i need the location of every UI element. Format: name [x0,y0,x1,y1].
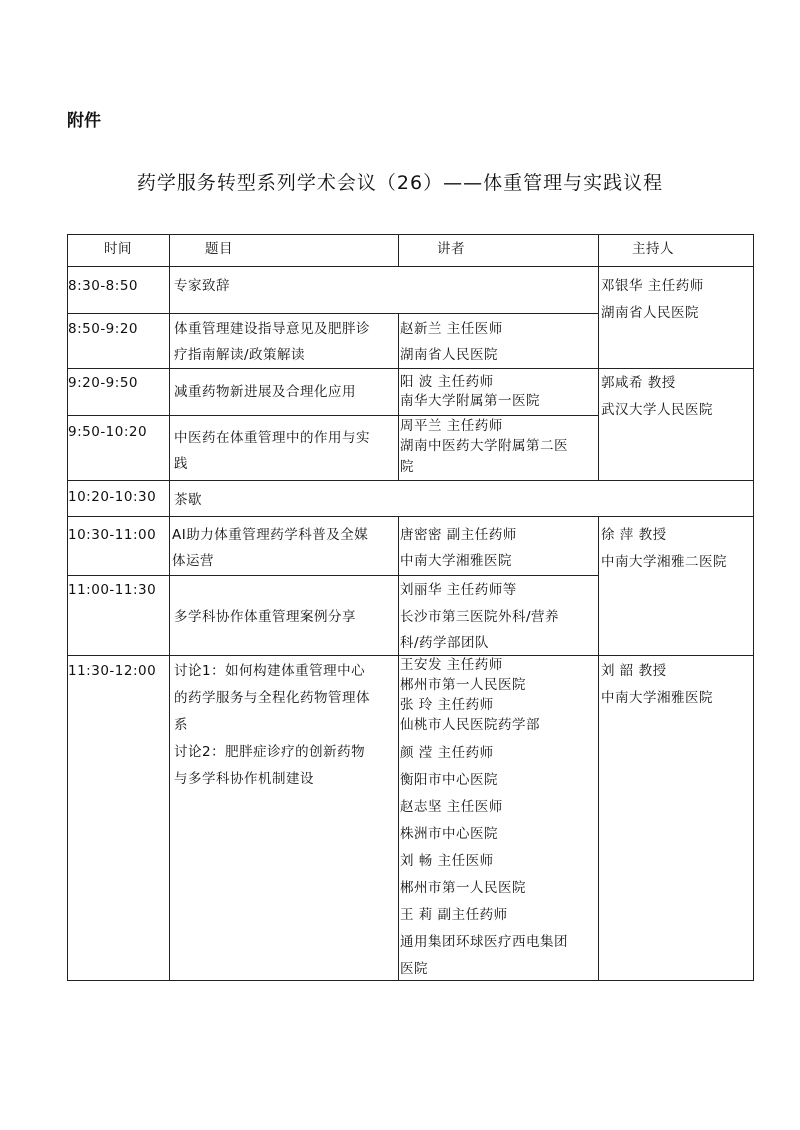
header-speaker: 讲者 [437,241,465,257]
row-speaker: 长沙市第三医院外科/营养 [400,609,560,625]
row-time: 9:20-9:50 [68,375,139,391]
header-time: 时间 [104,241,132,257]
row-topic: 系 [174,717,188,733]
host-affiliation: 中南大学湘雅医院 [601,690,713,706]
table-border-left [67,234,68,981]
host-name: 邓银华 主任药师 [601,278,704,294]
row-speaker: 科/药学部团队 [400,635,490,651]
row-speaker: 仙桃市人民医院药学部 [400,717,540,733]
row-speaker: 刘丽华 主任药师等 [400,582,517,598]
row-speaker: 颜 滢 主任药师 [400,745,494,761]
row-topic: 与多学科协作机制建设 [174,771,314,787]
row-speaker: 株洲市中心医院 [400,826,498,842]
row-topic: 专家致辞 [174,278,230,294]
row-topic: 疗指南解读/政策解读 [174,347,306,363]
col-line [398,234,399,266]
row-speaker: 中南大学湘雅医院 [400,553,512,569]
row-speaker: 郴州市第一人民医院 [400,880,526,896]
row-time: 10:20-10:30 [68,489,157,505]
row-speaker: 南华大学附属第一医院 [400,393,540,409]
host-affiliation: 武汉大学人民医院 [601,402,713,418]
row-topic: 的药学服务与全程化药物管理体 [174,690,370,706]
row-speaker: 阳 波 主任药师 [400,374,494,390]
row-line [67,313,598,314]
row-speaker: 赵新兰 主任医师 [400,321,503,337]
row-time: 8:30-8:50 [68,278,139,294]
header-topic: 题目 [205,241,233,257]
row-speaker: 周平兰 主任药师 [400,418,503,434]
host-name: 刘 韶 教授 [601,663,667,679]
col-line [598,234,599,480]
attachment-label: 附件 [67,111,101,131]
row-topic: 多学科协作体重管理案例分享 [174,609,356,625]
row-topic: 体运营 [172,553,214,569]
row-speaker: 王安发 主任药师 [400,657,503,673]
row-speaker: 刘 畅 主任医师 [400,853,494,869]
row-topic: 中医药在体重管理中的作用与实 [174,430,370,446]
row-speaker: 郴州市第一人民医院 [400,677,526,693]
row-speaker: 张 玲 主任药师 [400,697,494,713]
row-topic: AI助力体重管理药学科普及全媒 [172,527,369,543]
host-name: 徐 萍 教授 [601,527,667,543]
row-speaker: 湖南省人民医院 [400,347,498,363]
row-speaker: 院 [400,459,414,475]
host-name: 郭咸希 教授 [601,375,676,391]
row-speaker: 唐密密 副主任药师 [400,527,517,543]
row-topic: 践 [174,456,188,472]
row-time: 9:50-10:20 [68,424,148,440]
row-speaker: 衡阳市中心医院 [400,772,498,788]
row-topic: 讨论2：肥胖症诊疗的创新药物 [174,744,366,760]
row-speaker: 湖南中医药大学附属第二医 [400,438,568,454]
row-time: 10:30-11:00 [68,527,157,543]
row-topic: 体重管理建设指导意见及肥胖诊 [174,321,370,337]
page-title: 药学服务转型系列学术会议（26）——体重管理与实践议程 [136,172,664,194]
col-line [169,234,170,981]
col-line [398,313,399,480]
col-line [598,516,599,980]
row-topic: 讨论1：如何构建体重管理中心 [174,663,366,679]
col-line [398,516,399,980]
table-border-right [753,234,754,981]
row-speaker: 王 莉 副主任药师 [400,907,508,923]
row-topic: 茶歇 [174,492,202,508]
row-time: 11:30-12:00 [68,663,157,679]
row-line [67,575,598,576]
row-line [67,415,598,416]
row-time: 8:50-9:20 [68,321,139,337]
host-affiliation: 中南大学湘雅二医院 [601,554,727,570]
host-affiliation: 湖南省人民医院 [601,305,699,321]
row-topic: 减重药物新进展及合理化应用 [174,384,356,400]
header-host: 主持人 [632,241,674,257]
row-speaker: 医院 [400,961,428,977]
row-speaker: 通用集团环球医疗西电集团 [400,934,568,950]
row-time: 11:00-11:30 [68,582,157,598]
row-speaker: 赵志坚 主任医师 [400,799,503,815]
